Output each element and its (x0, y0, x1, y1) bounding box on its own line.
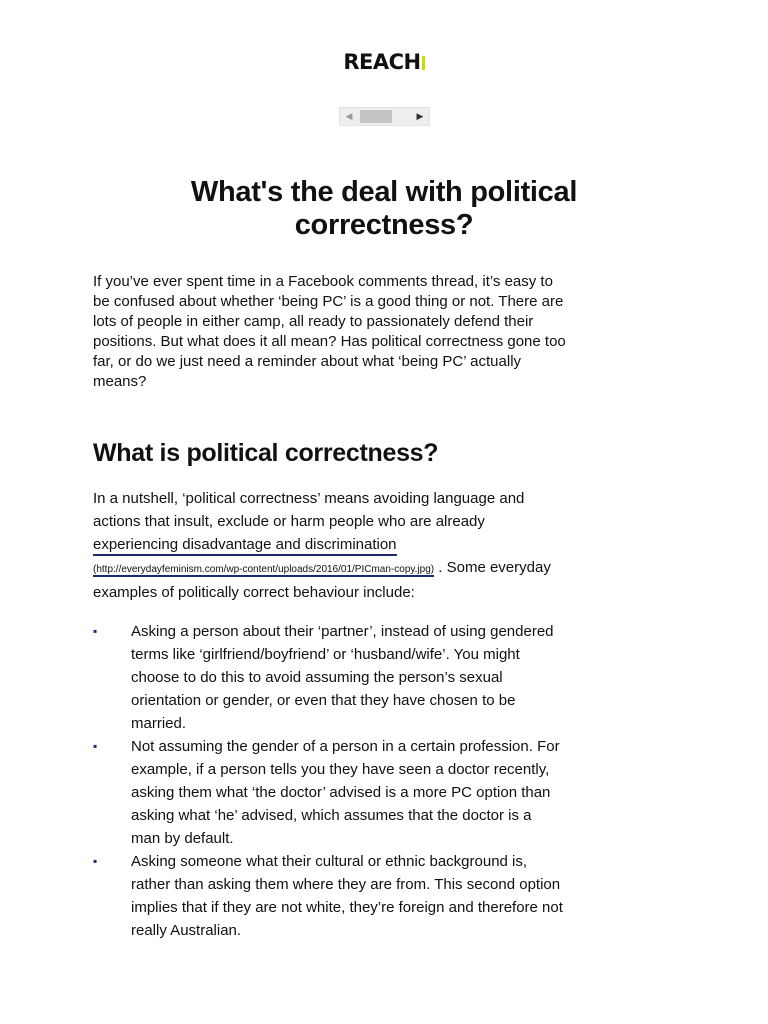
list-item-text: Asking a person about their ‘partner’, instead of using gendered terms like ‘girlfriend/boyfriend’ or ‘husband/wife’. You might choose to do this to avoid assuming the person’s sexual orientation or gender, or even that they have chosen to be married. (131, 623, 554, 732)
discrimination-link[interactable]: experiencing disadvantage and discrimination (93, 536, 397, 556)
bullet-icon: ▪ (93, 854, 98, 868)
list-item-text: Asking someone what their cultural or ethnic background is, rather than asking them where they are from. This second option implies that if they are not white, they’re foreign and therefore not really Australian. (131, 853, 563, 939)
caret-left-icon[interactable]: ◀ (345, 111, 353, 121)
section-heading: What is political correctness? (93, 439, 439, 467)
bullet-icon: ▪ (93, 739, 98, 753)
list-item (93, 735, 563, 850)
list-item (93, 850, 563, 942)
definition-text-continued: . Some everyday examples of politically correct behaviour include: (93, 559, 551, 601)
definition-text: In a nutshell, ‘political correctness’ means avoiding language and actions that insult, exclude or harm people who are already (93, 490, 525, 530)
list-item (93, 620, 563, 735)
page-title: What's the deal with political correctness? (190, 176, 578, 241)
scroller-thumb[interactable] (360, 110, 392, 123)
bullet-icon: ▪ (93, 624, 98, 638)
logo-text: REACH (343, 50, 421, 74)
logo-accent-bar (422, 56, 425, 70)
carousel-scroller[interactable] (339, 107, 430, 126)
list-item-text: Not assuming the gender of a person in a certain profession. For example, if a person tells you they have seen a doctor recently, asking them what ‘the doctor’ advised is a more PC option than asking what ‘he’ advised, which assumes that the doctor is a man by default. (131, 738, 560, 847)
definition-paragraph (93, 487, 573, 604)
examples-list (93, 620, 563, 942)
link-url[interactable]: (http://everydayfeminism.com/wp-content/uploads/2016/01/PICman-copy.jpg) (93, 564, 435, 575)
intro-paragraph: If you’ve ever spent time in a Facebook comments thread, it’s easy to be confused about whether ‘being PC’ is a good thing or not. There are lots of people in either camp, all ready to passionately defend their positions. But what does it all mean? Has political correctness gone too far, or do we just need a reminder about what ‘being PC’ actually means? (93, 273, 566, 390)
caret-right-icon[interactable]: ▶ (416, 111, 424, 121)
reach-logo[interactable] (0, 50, 768, 74)
